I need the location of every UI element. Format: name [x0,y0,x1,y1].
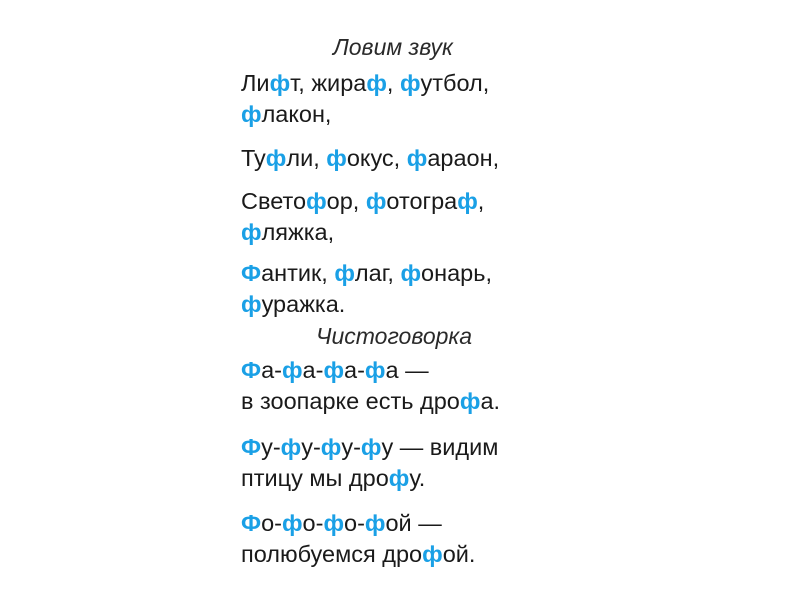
text-segment: у- [301,434,321,460]
stanza [241,432,498,494]
section-title-catch-sound: Ловим звук [333,34,453,60]
highlighted-letter: ф [364,510,386,536]
text-segment: Ли [241,70,270,96]
text-segment: птицу мы дро [241,465,389,491]
text-segment: а. [480,388,501,414]
text-line [241,463,498,494]
highlighted-letter: ф [269,70,291,96]
highlighted-letter: ф [388,465,410,491]
text-segment: ли, [286,145,327,171]
text-line [241,186,484,217]
highlighted-letter: Ф [241,260,262,286]
highlighted-letter: Ф [241,357,262,383]
text-segment: окус, [346,145,407,171]
text-segment: а- [344,357,365,383]
highlighted-letter: ф [399,70,421,96]
highlighted-letter: ф [241,101,262,127]
stanza [241,355,500,417]
text-line [241,68,489,99]
highlighted-letter: ф [265,145,287,171]
highlighted-letter: ф [323,357,344,383]
highlighted-letter: ф [241,291,262,317]
text-segment: т, жира [290,70,367,96]
text-line [241,99,489,130]
highlighted-letter: ф [360,434,382,460]
highlighted-letter: ф [280,434,302,460]
highlighted-letter: ф [400,260,422,286]
highlighted-letter: ф [334,260,355,286]
text-segment: ой. [442,541,476,567]
text-segment: араон, [427,145,500,171]
highlighted-letter: ф [365,188,387,214]
text-segment: ой — [385,510,442,536]
text-segment: о- [302,510,324,536]
text-segment: полюбуемся дро [241,541,423,567]
highlighted-letter: ф [241,219,262,245]
text-line [241,386,500,417]
text-segment: а- [261,357,282,383]
text-line [241,355,500,386]
highlighted-letter: ф [320,434,342,460]
text-segment: лаг, [354,260,401,286]
highlighted-letter: ф [323,510,344,536]
text-segment: , [386,70,400,96]
highlighted-letter: Ф [241,510,262,536]
text-segment: утбол, [420,70,490,96]
highlighted-letter: ф [281,357,303,383]
text-segment: а — [385,357,429,383]
text-segment: , [477,188,485,214]
text-segment: антик, [261,260,335,286]
text-segment: о- [261,510,282,536]
text-segment: онарь, [421,260,492,286]
text-segment: о- [344,510,365,536]
highlighted-letter: ф [366,70,387,96]
text-segment: Свето [241,188,307,214]
text-segment: а- [302,357,324,383]
text-line [241,508,475,539]
text-line [241,217,484,248]
section-title-tongue-twister: Чистоговорка [316,323,473,349]
highlighted-letter: ф [457,188,478,214]
text-segment: у. [409,465,426,491]
stanza [241,508,475,570]
text-segment: у- [341,434,361,460]
text-segment: лакон, [261,101,332,127]
text-line [241,289,492,320]
text-segment: отогра [386,188,458,214]
highlighted-letter: Ф [241,434,262,460]
highlighted-letter: ф [306,188,327,214]
highlighted-letter: ф [422,541,443,567]
text-line [241,258,492,289]
stanza [241,68,489,130]
text-segment: у- [261,434,281,460]
text-segment: у — видим [381,434,499,460]
text-line [241,539,475,570]
text-segment: ор, [326,188,366,214]
text-segment: в зоопарке есть дро [241,388,460,414]
text-segment: Ту [241,145,266,171]
stanza [241,186,484,248]
text-line [241,143,499,174]
highlighted-letter: ф [281,510,303,536]
text-segment: ляжка, [261,219,335,245]
highlighted-letter: ф [364,357,386,383]
text-segment: уражка. [261,291,346,317]
stanza [241,258,492,320]
stanza [241,143,499,174]
highlighted-letter: ф [406,145,428,171]
text-line [241,432,498,463]
highlighted-letter: ф [326,145,347,171]
highlighted-letter: ф [459,388,481,414]
